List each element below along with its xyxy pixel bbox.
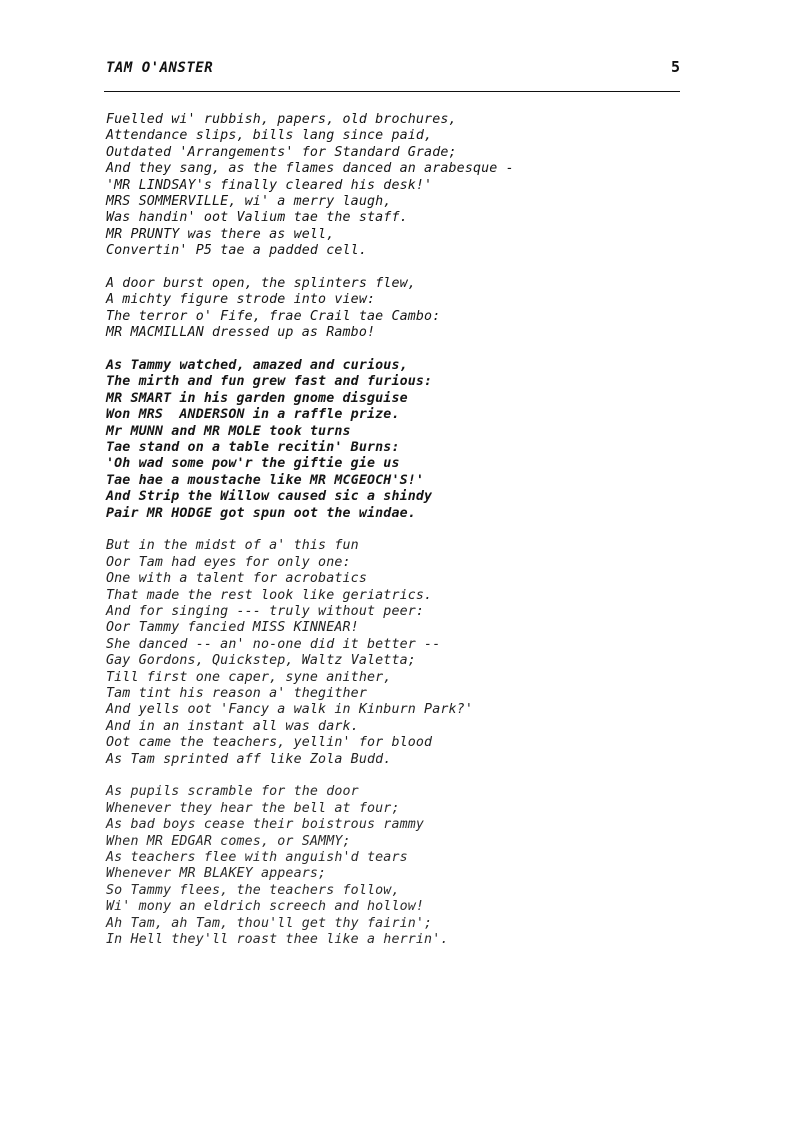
poem-line: When MR EDGAR comes, or SAMMY; [106, 833, 351, 849]
poem-line: In Hell they'll roast thee like a herrin'. [106, 931, 449, 947]
poem-line: And for singing --- truly without peer: [106, 604, 425, 620]
poem-line: Outdated 'Arrangements' for Standard Grade; [106, 144, 457, 160]
poem-line: That made the rest look like geriatrics. [106, 587, 433, 603]
poem-line: And in an instant all was dark. [106, 718, 359, 734]
poem-line: Tam tint his reason a' thegither [106, 686, 367, 701]
poem-line: 'Oh wad some pow'r the giftie gie us [106, 456, 400, 472]
poem-line: So Tammy flees, the teachers follow, [106, 882, 400, 898]
poem-line: Tae hae a moustache like MR MCGEOCH'S!' [106, 472, 425, 488]
poem-line: MR SMART in his garden gnome disguise [106, 390, 408, 406]
stanza-2 [106, 276, 706, 342]
poem-line: But in the midst of a' this fun [106, 538, 359, 554]
stanza-1 [106, 112, 706, 260]
poem-line: MR PRUNTY was there as well, [106, 226, 335, 242]
poem-line: Gay Gordons, Quickstep, Waltz Valetta; [106, 653, 416, 669]
poem-line: As pupils scramble for the door [106, 784, 359, 800]
poem-line: Pair MR HODGE got spun oot the windae. [106, 505, 416, 521]
poem-line: Whenever they hear the bell at four; [106, 800, 400, 816]
poem-line: As Tammy watched, amazed and curious, [106, 358, 408, 374]
poem-body [106, 112, 706, 965]
stanza-4 [106, 538, 706, 767]
poem-line: MRS SOMMERVILLE, wi' a merry laugh, [106, 193, 392, 209]
poem-line: The terror o' Fife, frae Crail tae Cambo: [106, 308, 441, 324]
stanza-5 [106, 784, 706, 948]
poem-line: 'MR LINDSAY's finally cleared his desk!' [106, 177, 433, 193]
poem-line: Won MRS ANDERSON in a raffle prize. [106, 407, 400, 423]
poem-line: Convertin' P5 tae a padded cell. [106, 243, 367, 259]
poem-line: Mr MUNN and MR MOLE took turns [106, 423, 351, 439]
poem-line: MR MACMILLAN dressed up as Rambo! [106, 325, 376, 341]
poem-line: Oot came the teachers, yellin' for blood [106, 735, 433, 751]
header-rule [104, 91, 680, 92]
poem-line: Whenever MR BLAKEY appears; [106, 866, 327, 882]
poem-line: Ah Tam, ah Tam, thou'll get thy fairin'; [106, 915, 433, 931]
poem-line: And yells oot 'Fancy a walk in Kinburn Park?' [106, 702, 473, 718]
poem-line: As teachers flee with anguish'd tears [106, 850, 408, 866]
poem-line: Till first one caper, syne anither, [106, 669, 392, 685]
page-header [106, 60, 680, 90]
poem-line: She danced -- an' no-one did it better -- [106, 636, 441, 652]
page-number: 5 [670, 58, 680, 76]
running-title: TAM O'ANSTER [106, 60, 214, 76]
poem-line: Oor Tammy fancied MISS KINNEAR! [106, 620, 359, 636]
poem-line: Oor Tam had eyes for only one: [106, 554, 351, 570]
poem-line: Fuelled wi' rubbish, papers, old brochures, [106, 112, 457, 127]
poem-line: As bad boys cease their boistrous rammy [106, 817, 425, 833]
poem-line: Tae stand on a table recitin' Burns: [106, 440, 400, 456]
poem-line: One with a talent for acrobatics [106, 571, 367, 587]
poem-line: The mirth and fun grew fast and furious: [106, 374, 433, 390]
poem-line: And they sang, as the flames danced an arabesque - [106, 161, 514, 177]
stanza-3 [106, 358, 706, 522]
poem-line: And Strip the Willow caused sic a shindy [106, 489, 433, 505]
poem-line: Wi' mony an eldrich screech and hollow! [106, 899, 425, 915]
poem-line: As Tam sprinted aff like Zola Budd. [106, 751, 392, 767]
poem-line: A michty figure strode into view: [106, 292, 376, 308]
poem-line: Was handin' oot Valium tae the staff. [106, 210, 408, 226]
poem-line: Attendance slips, bills lang since paid, [106, 128, 433, 144]
poem-line: A door burst open, the splinters flew, [106, 276, 416, 292]
